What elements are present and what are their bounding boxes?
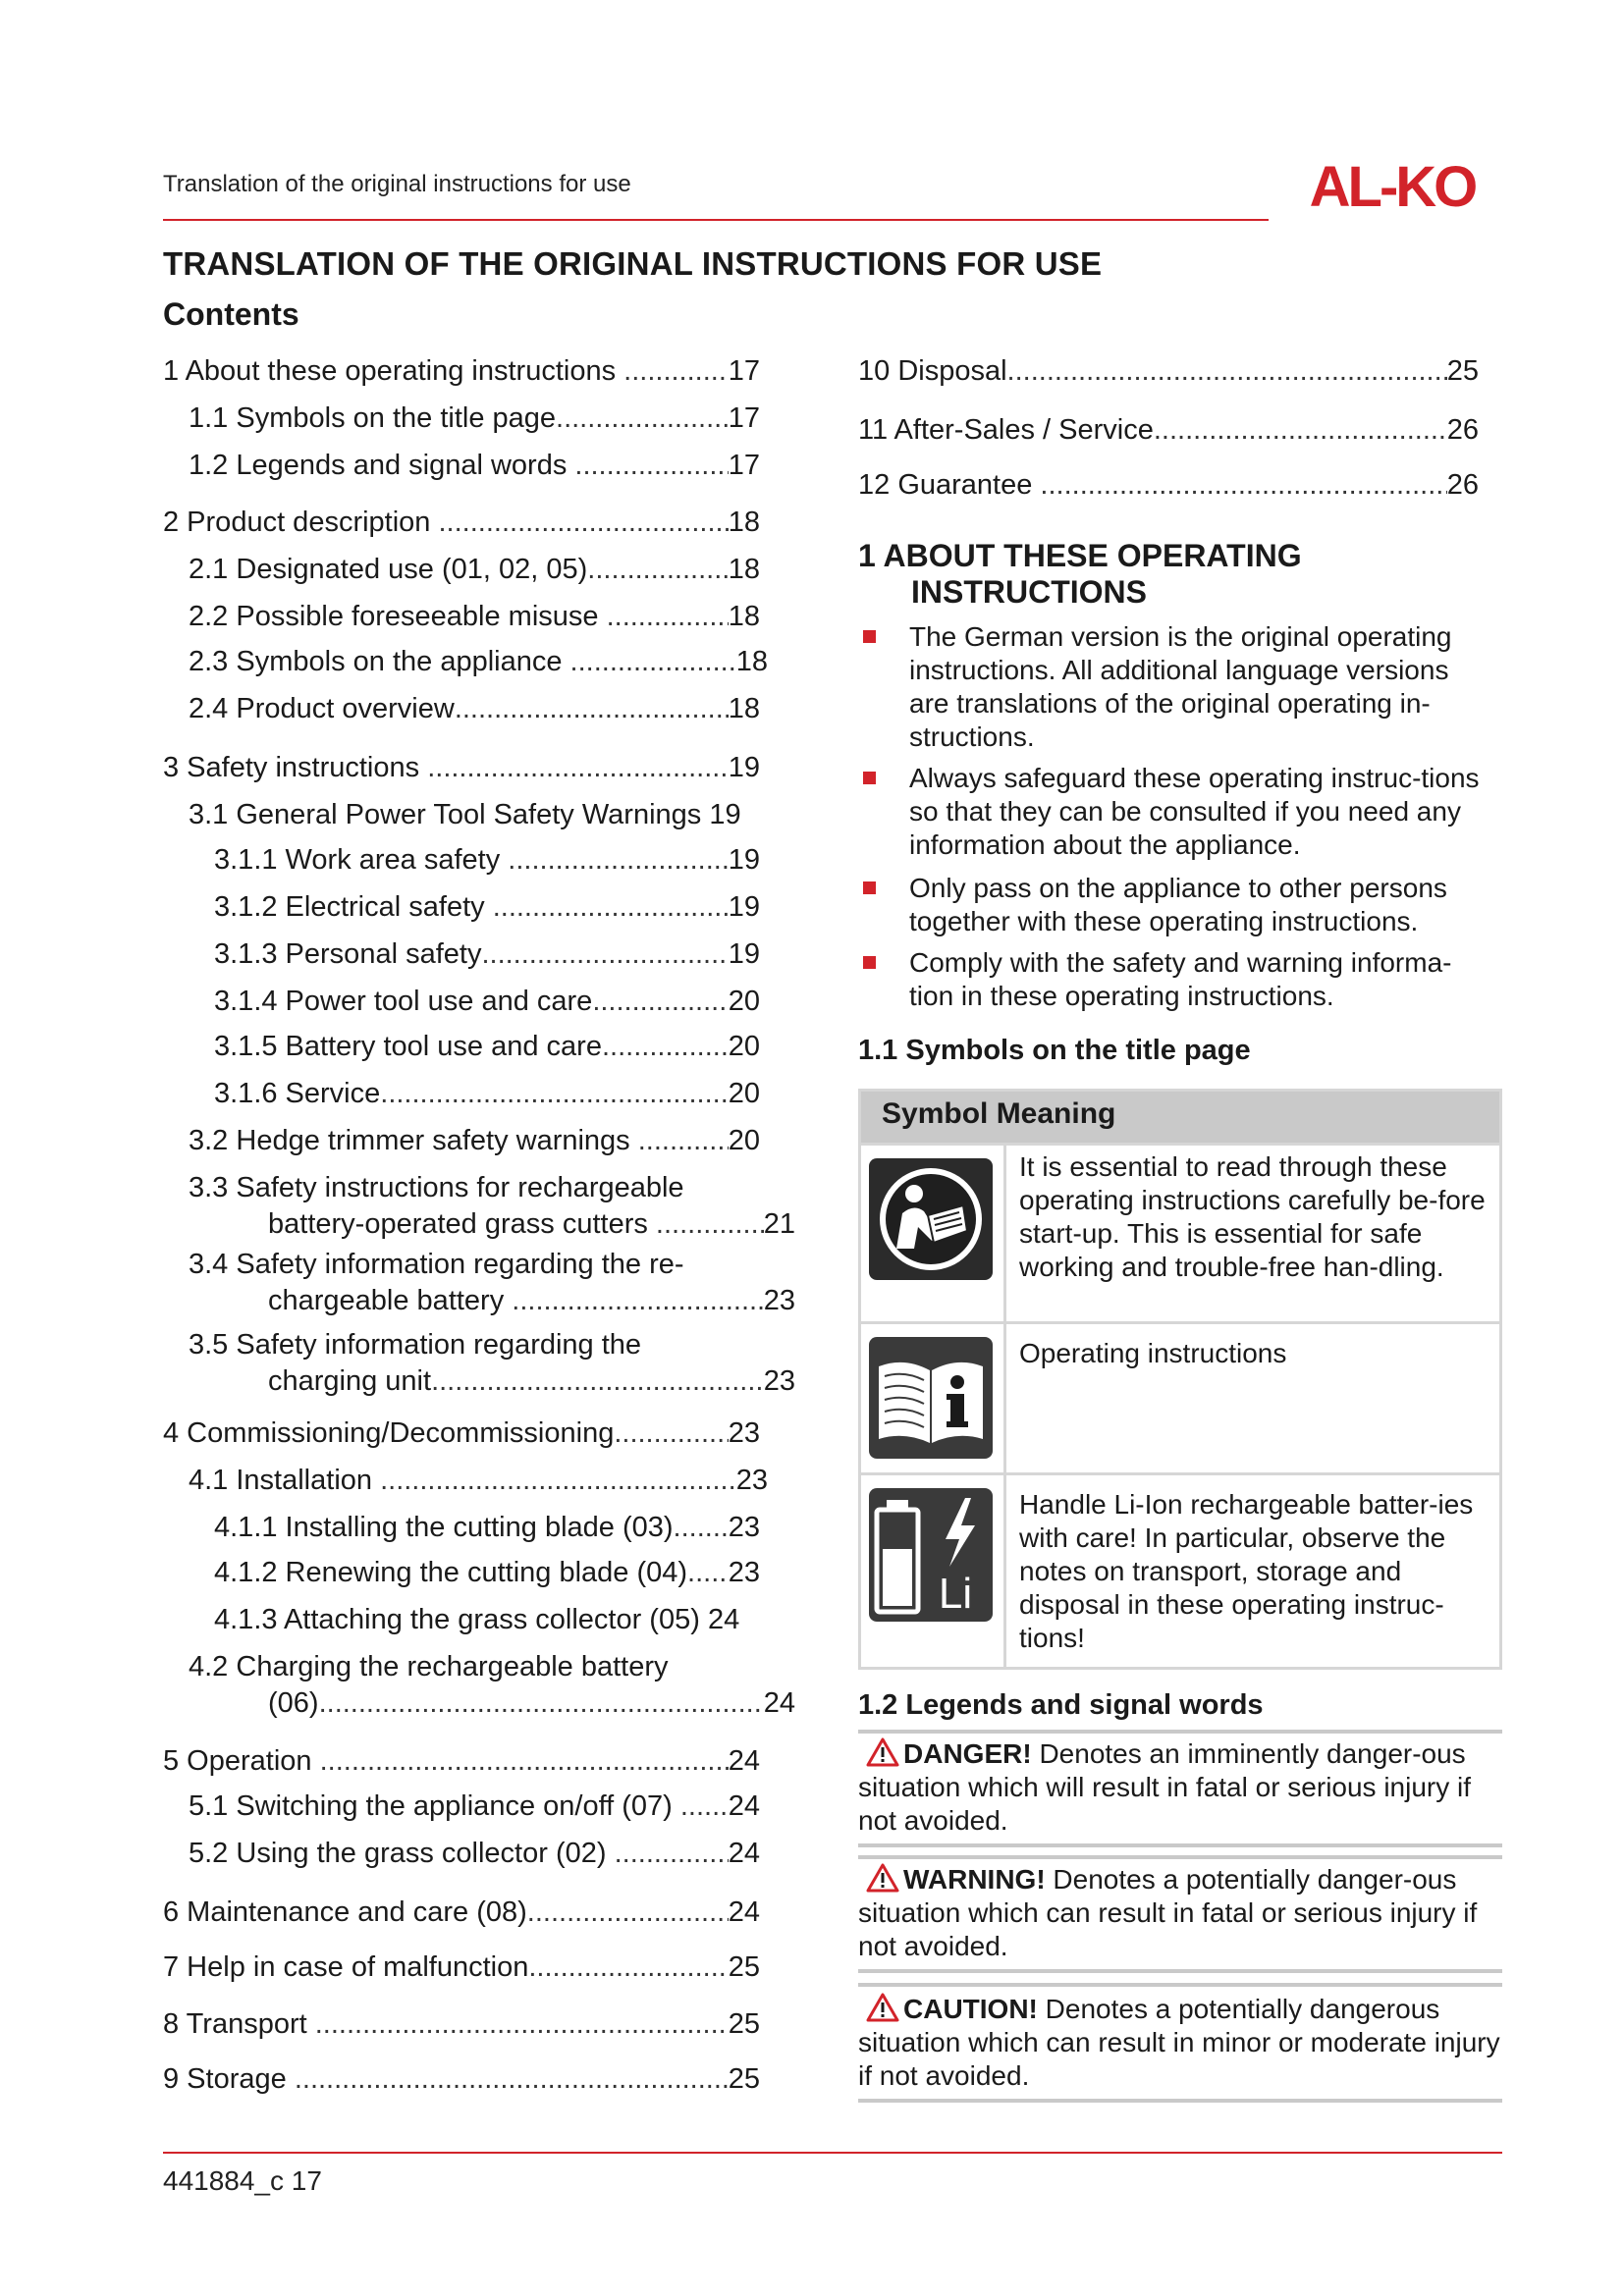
footer-doc-number: 441884_c 17 [163, 2165, 322, 2196]
toc-entry-title: 5.2 Using the grass collector (02) [189, 1838, 607, 1869]
toc-entry-title-line1: 3.5 Safety information regarding the [189, 1329, 642, 1361]
toc-entry[interactable] [189, 400, 760, 437]
toc-entry[interactable] [163, 1895, 760, 1931]
signal-word: CAUTION! [903, 1994, 1038, 2024]
toc-entry[interactable] [214, 1510, 760, 1546]
signal-description: Denotes a potentially dangerous situation which can result in minor or moderate injury if not avoided. [858, 1994, 1500, 2091]
alko-logo [1284, 157, 1500, 216]
toc-entry-title: 2 Product description [163, 507, 431, 538]
toc-entry[interactable] [189, 1247, 795, 1319]
toc-entry-title: 3.1.5 Battery tool use and care [214, 1031, 602, 1062]
signal-box-bottom-rule [858, 1969, 1502, 1973]
table-row-divider [861, 1321, 1499, 1324]
toc-entry-page: 18 [728, 554, 760, 585]
toc-entry-page: 19 [728, 938, 760, 970]
toc-entry-title: 3.1.4 Power tool use and care [214, 986, 593, 1017]
signal-word: DANGER! [903, 1738, 1032, 1769]
toc-entry-page: 18 [728, 693, 760, 724]
toc-entry[interactable] [189, 1836, 760, 1872]
toc-entry-page: 20 [728, 1125, 760, 1156]
toc-entry-page: 19 [728, 752, 760, 783]
toc-entry-title: chargeable battery [268, 1285, 505, 1316]
toc-entry[interactable] [189, 691, 760, 727]
bullet-item [858, 620, 1494, 754]
toc-entry[interactable] [189, 1463, 768, 1499]
toc-entry[interactable] [163, 353, 760, 390]
bullet-marker [863, 956, 876, 969]
toc-entry-page: 21 [763, 1208, 795, 1240]
operating-instructions-book-icon [869, 1337, 993, 1459]
section-heading-line2: INSTRUCTIONS [911, 574, 1147, 610]
toc-entry[interactable] [858, 412, 1479, 449]
toc-entry-title: 1 About these operating instructions [163, 355, 617, 387]
toc-entry[interactable] [214, 1555, 760, 1591]
toc-entry-page: 24 [728, 1745, 760, 1777]
bullet-item [858, 762, 1494, 862]
warning-triangle-icon [866, 1993, 899, 2022]
warning-triangle-icon [866, 1737, 899, 1767]
toc-entry-page: 25 [728, 1951, 760, 1983]
symbol-table-header-text: Symbol Meaning [882, 1097, 1116, 1130]
toc-entry-page: 25 [728, 2008, 760, 2040]
toc-entry[interactable] [189, 644, 768, 680]
toc-entry[interactable] [858, 353, 1479, 390]
toc-entry[interactable] [214, 1076, 760, 1112]
toc-entry-title: 4.1.1 Installing the cutting blade (03) [214, 1512, 674, 1543]
toc-entry-title: 2.3 Symbols on the appliance [189, 646, 563, 677]
toc-entry-title: 4.1 Installation [189, 1465, 373, 1496]
signal-box-bottom-rule [858, 2099, 1502, 2103]
section-heading-line1: 1 ABOUT THESE OPERATING [858, 538, 1302, 573]
toc-entry-title: 6 Maintenance and care (08) [163, 1896, 527, 1928]
toc-entry-page: 26 [1446, 469, 1479, 501]
toc-entry-title: 3.1.6 Service [214, 1078, 381, 1109]
toc-entry[interactable] [214, 1602, 760, 1638]
toc-entry-page: 24 [728, 1896, 760, 1928]
toc-entry-title: 5 Operation [163, 1745, 312, 1777]
subsection-heading: 1.1 Symbols on the title page [858, 1035, 1251, 1066]
toc-entry-page: 20 [728, 986, 760, 1017]
toc-entry-title: 5.1 Switching the appliance on/off (07) [189, 1790, 673, 1822]
toc-entry[interactable] [189, 1123, 760, 1159]
toc-entry[interactable] [163, 1743, 760, 1780]
bullet-text: Comply with the safety and warning informa-tion in these operating instructions. [909, 947, 1452, 1011]
table-row-divider [861, 1472, 1499, 1475]
toc-entry-title: 3 Safety instructions [163, 752, 420, 783]
toc-entry-page: 20 [728, 1031, 760, 1062]
table-column-divider [1003, 1143, 1006, 1667]
toc-entry-page: 19 [709, 799, 741, 830]
toc-entry[interactable] [189, 1327, 795, 1400]
bullet-marker [863, 630, 876, 643]
toc-entry-title: 2.2 Possible foreseeable misuse [189, 601, 599, 632]
toc-entry[interactable] [214, 936, 760, 973]
toc-entry-page: 24 [728, 1838, 760, 1869]
toc-entry-title: (06) [268, 1687, 319, 1719]
toc-entry-page: 23 [763, 1365, 795, 1397]
toc-entry-title: 1.1 Symbols on the title page [189, 402, 557, 434]
toc-entry[interactable] [163, 1949, 760, 1986]
toc-entry-page: 23 [763, 1285, 795, 1316]
toc-entry[interactable] [163, 505, 760, 541]
signal-description: Denotes an imminently danger-ous situation which will result in fatal or serious injury if not avoided. [858, 1738, 1472, 1836]
warning-triangle-icon [866, 1863, 899, 1893]
toc-entry-title: 1.2 Legends and signal words [189, 450, 568, 481]
footer-rule [163, 2152, 1502, 2154]
signal-box-bottom-rule [858, 1843, 1502, 1847]
toc-entry[interactable] [163, 1415, 760, 1452]
li-ion-battery-icon [869, 1488, 993, 1622]
toc-entry-title: battery-operated grass cutters [268, 1208, 648, 1240]
toc-entry[interactable] [163, 750, 760, 786]
toc-entry[interactable] [189, 448, 760, 484]
subsection-heading: 1.2 Legends and signal words [858, 1689, 1264, 1721]
contents-heading: Contents [163, 296, 299, 332]
toc-entry[interactable] [858, 467, 1479, 504]
toc-entry-title-line1: 3.3 Safety instructions for rechargeable [189, 1172, 684, 1203]
bullet-item [858, 946, 1494, 1013]
toc-entry-page: 25 [1446, 355, 1479, 387]
toc-entry[interactable] [189, 1789, 760, 1825]
toc-entry-page: 23 [735, 1465, 768, 1496]
toc-entry-page: 24 [707, 1604, 740, 1635]
toc-entry-title: 4.1.2 Renewing the cutting blade (04) [214, 1557, 688, 1588]
toc-entry[interactable] [214, 889, 760, 926]
toc-entry-page: 18 [728, 601, 760, 632]
toc-entry-title: 4 Commissioning/Decommissioning [163, 1417, 615, 1449]
header-rule [163, 219, 1269, 221]
toc-entry-title-line1: 4.2 Charging the rechargeable battery [189, 1651, 669, 1682]
toc-entry-page: 18 [728, 507, 760, 538]
toc-entry[interactable] [189, 797, 768, 833]
signal-box-top-rule [858, 1983, 1502, 1987]
signal-word: WARNING! [903, 1864, 1046, 1895]
toc-entry-title: 2.1 Designated use (01, 02, 05) [189, 554, 588, 585]
toc-entry-page: 20 [728, 1078, 760, 1109]
section-heading [858, 538, 1506, 611]
bullet-marker [863, 881, 876, 894]
signal-description: Denotes a potentially danger-ous situation which can result in fatal or serious injury if not avoided. [858, 1864, 1478, 1961]
toc-entry-page: 23 [728, 1417, 760, 1449]
toc-entry[interactable] [214, 984, 760, 1020]
toc-entry-title: 8 Transport [163, 2008, 307, 2040]
toc-entry-page: 24 [763, 1687, 795, 1719]
toc-entry-page: 17 [728, 402, 760, 434]
toc-entry-title: 3.1 General Power Tool Safety Warnings [189, 799, 702, 830]
symbol-meaning-text: Handle Li-Ion rechargeable batter-ies with care! In particular, observe the notes on transport, storage and disposal in these operating instruc-tions! [1019, 1489, 1474, 1653]
signal-box-top-rule [858, 1855, 1502, 1859]
toc-entry[interactable] [189, 1649, 795, 1722]
toc-entry-title: 10 Disposal [858, 355, 1007, 387]
toc-entry-page: 23 [728, 1557, 760, 1588]
toc-entry-page: 17 [728, 450, 760, 481]
toc-entry[interactable] [163, 2061, 760, 2098]
danger-signal [858, 1737, 1502, 1838]
toc-entry[interactable] [214, 1029, 760, 1065]
toc-entry-title: 9 Storage [163, 2063, 287, 2095]
toc-entry[interactable] [163, 2006, 760, 2043]
battery-li-label: Li [938, 1570, 973, 1618]
toc-entry-title: 7 Help in case of malfunction [163, 1951, 529, 1983]
toc-entry-page: 19 [728, 844, 760, 876]
caution-signal [858, 1993, 1502, 2093]
toc-entry-title: 2.4 Product overview [189, 693, 455, 724]
toc-entry-title: 3.2 Hedge trimmer safety warnings [189, 1125, 630, 1156]
running-header-title: Translation of the original instructions for use [163, 171, 631, 197]
warning-signal [858, 1863, 1502, 1963]
table-row-divider [861, 1143, 1499, 1146]
toc-entry[interactable] [189, 599, 760, 635]
toc-entry-title: 3.1.3 Personal safety [214, 938, 482, 970]
symbol-meaning-text: It is essential to read through these operating instructions carefully be-fore start-up. This is essential for safe working and trouble-free han-dling. [1019, 1151, 1486, 1282]
toc-entry-page: 25 [728, 2063, 760, 2095]
toc-entry-title: charging unit [268, 1365, 432, 1397]
toc-entry[interactable] [189, 552, 760, 588]
bullet-marker [863, 772, 876, 784]
toc-entry-page: 23 [728, 1512, 760, 1543]
toc-entry-title: 3.1.1 Work area safety [214, 844, 501, 876]
bullet-item [858, 872, 1494, 938]
read-manual-icon [869, 1158, 993, 1280]
toc-entry-title: 11 After-Sales / Service [858, 414, 1154, 446]
toc-entry-page: 26 [1446, 414, 1479, 446]
toc-entry-title: 4.1.3 Attaching the grass collector (05) [214, 1604, 700, 1635]
toc-entry-page: 24 [728, 1790, 760, 1822]
toc-entry-title-line1: 3.4 Safety information regarding the re- [189, 1249, 684, 1280]
bullet-text: Always safeguard these operating instruc-tions so that they can be consulted if you need any information about the appliance. [909, 763, 1480, 860]
toc-entry-page: 19 [728, 891, 760, 923]
toc-entry-title: 3.1.2 Electrical safety [214, 891, 485, 923]
logo-text: AL-KO [1309, 157, 1476, 216]
bullet-text: Only pass on the appliance to other persons together with these operating instructions. [909, 873, 1447, 936]
document-main-title: TRANSLATION OF THE ORIGINAL INSTRUCTIONS FOR USE [163, 245, 1103, 282]
bullet-text: The German version is the original operating instructions. All additional language versions are translations of the original operating in-structions. [909, 621, 1452, 752]
toc-entry-page: 18 [735, 646, 768, 677]
symbol-meaning-text: Operating instructions [1019, 1338, 1287, 1368]
toc-entry-title: 12 Guarantee [858, 469, 1033, 501]
toc-entry-page: 17 [728, 355, 760, 387]
toc-entry[interactable] [214, 842, 760, 879]
toc-entry[interactable] [189, 1170, 795, 1243]
signal-box-top-rule [858, 1730, 1502, 1734]
